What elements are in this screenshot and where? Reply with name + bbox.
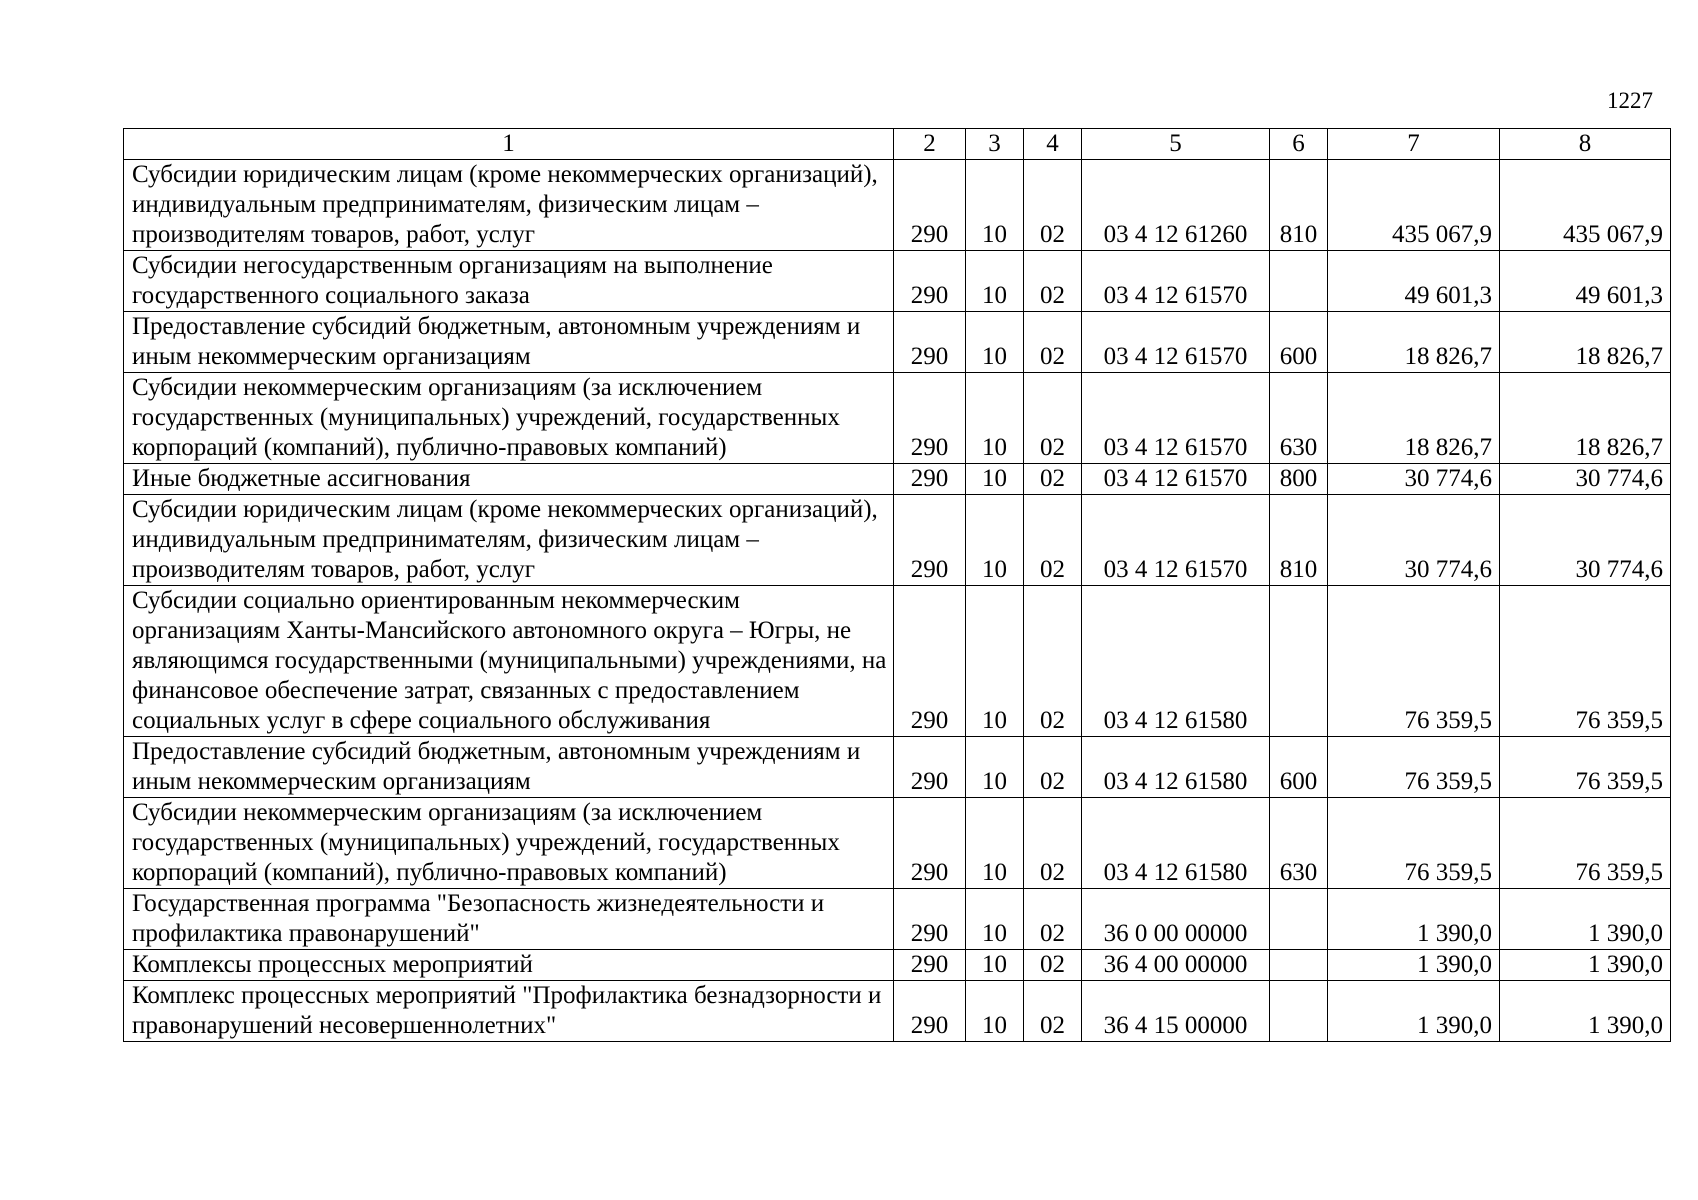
ministry-code-cell: 290: [894, 737, 966, 798]
header-cell: 6: [1270, 129, 1328, 160]
subsection-cell: 02: [1024, 798, 1082, 889]
ministry-code-cell: 290: [894, 495, 966, 586]
subsection-cell: 02: [1024, 251, 1082, 312]
target-article-cell: 03 4 12 61570: [1082, 464, 1270, 495]
table-row: [124, 495, 1671, 586]
amount-col7-cell: 76 359,5: [1328, 798, 1500, 889]
amount-col7-cell: 30 774,6: [1328, 495, 1500, 586]
amount-col7-cell: 435 067,9: [1328, 160, 1500, 251]
ministry-code-cell: 290: [894, 798, 966, 889]
section-cell: 10: [966, 889, 1024, 950]
target-article-cell: 03 4 12 61580: [1082, 737, 1270, 798]
amount-col7-cell: 18 826,7: [1328, 312, 1500, 373]
target-article-cell: 03 4 12 61570: [1082, 373, 1270, 464]
subsection-cell: 02: [1024, 312, 1082, 373]
table-row: [124, 981, 1671, 1042]
amount-col7-cell: 76 359,5: [1328, 737, 1500, 798]
expense-type-cell: 810: [1270, 160, 1328, 251]
amount-col7-cell: 1 390,0: [1328, 889, 1500, 950]
row-name-cell: Субсидии юридическим лицам (кроме некоммерческих организаций), индивидуальным предпринимателям, физическим лицам – производителям товаров, работ, услуг: [124, 160, 894, 251]
amount-col8-cell: 18 826,7: [1500, 312, 1671, 373]
amount-col8-cell: 1 390,0: [1500, 889, 1671, 950]
subsection-cell: 02: [1024, 981, 1082, 1042]
section-cell: 10: [966, 464, 1024, 495]
section-cell: 10: [966, 312, 1024, 373]
table-row: [124, 737, 1671, 798]
row-name-cell: Субсидии социально ориентированным некоммерческим организациям Ханты-Мансийского автономного округа – Югры, не являющимся государственными (муниципальными) учреждениями, на финансовое обеспечение затрат, связанных с предоставлением социальных услуг в сфере социального обслуживания: [124, 586, 894, 737]
amount-col7-cell: 1 390,0: [1328, 981, 1500, 1042]
budget-table: [123, 128, 1671, 1042]
header-cell: 5: [1082, 129, 1270, 160]
ministry-code-cell: 290: [894, 160, 966, 251]
subsection-cell: 02: [1024, 586, 1082, 737]
amount-col8-cell: 1 390,0: [1500, 950, 1671, 981]
ministry-code-cell: 290: [894, 464, 966, 495]
subsection-cell: 02: [1024, 889, 1082, 950]
amount-col8-cell: 49 601,3: [1500, 251, 1671, 312]
amount-col7-cell: 1 390,0: [1328, 950, 1500, 981]
row-name-cell: Комплекс процессных мероприятий "Профилактика безнадзорности и правонарушений несовершеннолетних": [124, 981, 894, 1042]
ministry-code-cell: 290: [894, 312, 966, 373]
subsection-cell: 02: [1024, 737, 1082, 798]
expense-type-cell: 600: [1270, 737, 1328, 798]
row-name-cell: Субсидии негосударственным организациям на выполнение государственного социального заказа: [124, 251, 894, 312]
ministry-code-cell: 290: [894, 251, 966, 312]
target-article-cell: 03 4 12 61580: [1082, 586, 1270, 737]
section-cell: 10: [966, 495, 1024, 586]
page-number: 1227: [1607, 88, 1653, 113]
ministry-code-cell: 290: [894, 889, 966, 950]
ministry-code-cell: 290: [894, 950, 966, 981]
expense-type-cell: [1270, 889, 1328, 950]
expense-type-cell: [1270, 981, 1328, 1042]
amount-col8-cell: 18 826,7: [1500, 373, 1671, 464]
amount-col8-cell: 76 359,5: [1500, 798, 1671, 889]
expense-type-cell: 600: [1270, 312, 1328, 373]
subsection-cell: 02: [1024, 495, 1082, 586]
header-cell: 1: [124, 129, 894, 160]
header-cell: 3: [966, 129, 1024, 160]
subsection-cell: 02: [1024, 464, 1082, 495]
expense-type-cell: 630: [1270, 373, 1328, 464]
row-name-cell: Государственная программа "Безопасность жизнедеятельности и профилактика правонарушений": [124, 889, 894, 950]
row-name-cell: Предоставление субсидий бюджетным, автономным учреждениям и иным некоммерческим организациям: [124, 737, 894, 798]
expense-type-cell: 810: [1270, 495, 1328, 586]
target-article-cell: 36 4 15 00000: [1082, 981, 1270, 1042]
row-name-cell: Субсидии некоммерческим организациям (за исключением государственных (муниципальных) учреждений, государственных корпораций (компаний), публично-правовых компаний): [124, 798, 894, 889]
row-name-cell: Иные бюджетные ассигнования: [124, 464, 894, 495]
amount-col7-cell: 18 826,7: [1328, 373, 1500, 464]
row-name-cell: Комплексы процессных мероприятий: [124, 950, 894, 981]
section-cell: 10: [966, 251, 1024, 312]
target-article-cell: 03 4 12 61570: [1082, 495, 1270, 586]
target-article-cell: 36 4 00 00000: [1082, 950, 1270, 981]
ministry-code-cell: 290: [894, 373, 966, 464]
amount-col8-cell: 30 774,6: [1500, 495, 1671, 586]
table-row: [124, 798, 1671, 889]
target-article-cell: 03 4 12 61260: [1082, 160, 1270, 251]
section-cell: 10: [966, 160, 1024, 251]
section-cell: 10: [966, 950, 1024, 981]
section-cell: 10: [966, 373, 1024, 464]
section-cell: 10: [966, 586, 1024, 737]
table-row: [124, 160, 1671, 251]
section-cell: 10: [966, 737, 1024, 798]
expense-type-cell: 630: [1270, 798, 1328, 889]
subsection-cell: 02: [1024, 373, 1082, 464]
table-row: [124, 251, 1671, 312]
amount-col7-cell: 76 359,5: [1328, 586, 1500, 737]
row-name-cell: Предоставление субсидий бюджетным, автономным учреждениям и иным некоммерческим организациям: [124, 312, 894, 373]
expense-type-cell: [1270, 950, 1328, 981]
target-article-cell: 03 4 12 61580: [1082, 798, 1270, 889]
amount-col8-cell: 76 359,5: [1500, 586, 1671, 737]
ministry-code-cell: 290: [894, 586, 966, 737]
row-name-cell: Субсидии юридическим лицам (кроме некоммерческих организаций), индивидуальным предпринимателям, физическим лицам – производителям товаров, работ, услуг: [124, 495, 894, 586]
subsection-cell: 02: [1024, 160, 1082, 251]
header-cell: 4: [1024, 129, 1082, 160]
amount-col7-cell: 49 601,3: [1328, 251, 1500, 312]
row-name-cell: Субсидии некоммерческим организациям (за исключением государственных (муниципальных) учреждений, государственных корпораций (компаний), публично-правовых компаний): [124, 373, 894, 464]
amount-col8-cell: 30 774,6: [1500, 464, 1671, 495]
header-row: [124, 129, 1671, 160]
section-cell: 10: [966, 981, 1024, 1042]
section-cell: 10: [966, 798, 1024, 889]
header-cell: 2: [894, 129, 966, 160]
table-row: [124, 312, 1671, 373]
amount-col8-cell: 1 390,0: [1500, 981, 1671, 1042]
expense-type-cell: [1270, 251, 1328, 312]
amount-col7-cell: 30 774,6: [1328, 464, 1500, 495]
amount-col8-cell: 76 359,5: [1500, 737, 1671, 798]
expense-type-cell: [1270, 586, 1328, 737]
header-cell: 7: [1328, 129, 1500, 160]
amount-col8-cell: 435 067,9: [1500, 160, 1671, 251]
target-article-cell: 03 4 12 61570: [1082, 312, 1270, 373]
table-row: [124, 373, 1671, 464]
table-row: [124, 889, 1671, 950]
header-cell: 8: [1500, 129, 1671, 160]
table-row: [124, 950, 1671, 981]
table-row: [124, 586, 1671, 737]
expense-type-cell: 800: [1270, 464, 1328, 495]
ministry-code-cell: 290: [894, 981, 966, 1042]
target-article-cell: 36 0 00 00000: [1082, 889, 1270, 950]
table-row: [124, 464, 1671, 495]
target-article-cell: 03 4 12 61570: [1082, 251, 1270, 312]
subsection-cell: 02: [1024, 950, 1082, 981]
